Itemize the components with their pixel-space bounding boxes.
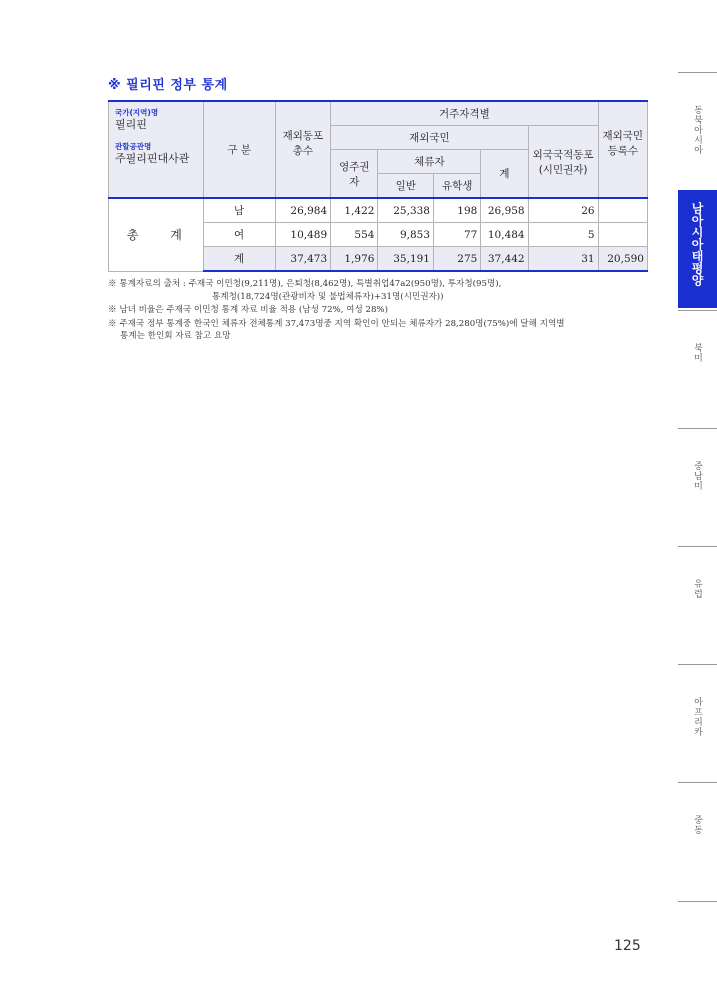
section-title: ※ 필리핀 정부 통계 — [108, 78, 228, 93]
nav-tab-label: 아프리카 — [692, 697, 702, 737]
country-cell — [109, 101, 204, 198]
cell-registered — [598, 223, 647, 247]
row-label: 남 — [203, 198, 275, 223]
nav-tab-northeast-asia[interactable] — [678, 72, 717, 191]
col-residence: 거주자격별 — [331, 101, 598, 126]
nav-tab-label: 동북아시아 — [692, 105, 702, 155]
col-nationals: 재외국민 — [331, 126, 528, 150]
nav-tab-label: 중동 — [692, 815, 702, 835]
cell-subtotal: 26,958 — [481, 198, 528, 223]
cell-students: 275 — [434, 247, 481, 272]
row-label: 여 — [203, 223, 275, 247]
nav-tab-middle-east[interactable] — [678, 782, 717, 902]
nav-tab-label: 북미 — [692, 343, 702, 363]
cell-subtotal: 37,442 — [481, 247, 528, 272]
mission-name: 주필리핀대사관 — [115, 151, 190, 165]
nav-tab-africa[interactable] — [678, 664, 717, 783]
col-registered: 재외국민 등록수 — [598, 101, 647, 198]
cell-permanent: 554 — [331, 223, 378, 247]
footnote-region-line2: 통계는 한인회 자료 참고 요망 — [120, 331, 231, 341]
footnote-source-line1: ※ 통계자료의 출처 : 주재국 이민청(9,211명), 은퇴청(8,462명), 특별취업47a2(950명), 투자청(95명), — [108, 279, 502, 289]
footnotes — [108, 278, 658, 344]
table-row — [109, 198, 648, 223]
nav-tab-latin-america[interactable] — [678, 428, 717, 547]
row-group-label: 총 계 — [109, 198, 204, 271]
cell-total: 26,984 — [275, 198, 331, 223]
col-students: 유학생 — [434, 174, 481, 199]
col-permanent: 영주권자 — [331, 150, 378, 199]
nav-tab-north-america[interactable] — [678, 310, 717, 429]
cell-general: 9,853 — [378, 223, 434, 247]
cell-registered — [598, 198, 647, 223]
col-category: 구 분 — [203, 101, 275, 198]
cell-permanent: 1,422 — [331, 198, 378, 223]
col-overseas-total: 재외동포 총수 — [275, 101, 331, 198]
nav-tab-label: 중남미 — [692, 461, 702, 491]
nav-tab-label: 남아시아태평양 — [690, 202, 704, 286]
footnote-source — [108, 278, 658, 303]
row-label: 계 — [203, 247, 275, 272]
cell-registered: 20,590 — [598, 247, 647, 272]
header-row-1 — [109, 101, 648, 126]
col-sojourners: 체류자 — [378, 150, 481, 174]
cell-citizens: 26 — [528, 198, 598, 223]
country-label: 국가(지역)명 — [115, 108, 159, 117]
cell-subtotal: 10,484 — [481, 223, 528, 247]
cell-students: 198 — [434, 198, 481, 223]
cell-citizens: 5 — [528, 223, 598, 247]
statistics-table — [108, 100, 648, 272]
footnote-source-line2: 통계청(18,724명(관광비자 및 불법체류자)+31명(시민권자)) — [212, 291, 444, 302]
nav-tab-europe[interactable] — [678, 546, 717, 665]
col-general: 일반 — [378, 174, 434, 199]
cell-students: 77 — [434, 223, 481, 247]
footnote-region-line1: ※ 주재국 정부 통계중 한국인 체류자 전체통계 37,473명중 지역 확인이 안되는 체류자가 28,280명(75%)에 달해 지역별 — [108, 318, 565, 329]
col-subtotal: 계 — [481, 150, 528, 199]
col-foreign-nationals: 외국국적동포 (시민권자) — [528, 126, 598, 199]
cell-total: 37,473 — [275, 247, 331, 272]
cell-general: 25,338 — [378, 198, 434, 223]
cell-general: 35,191 — [378, 247, 434, 272]
nav-tab-south-asia-pacific[interactable] — [678, 190, 717, 308]
footnote-region — [108, 318, 658, 343]
page-number: 125 — [614, 938, 641, 954]
footnote-ratio: ※ 남녀 비율은 주재국 이민청 통계 자료 비율 적용 (남성 72%, 여성 28%) — [108, 305, 388, 315]
country-name: 필리핀 — [115, 117, 147, 131]
mission-label: 관할공관명 — [115, 142, 152, 152]
nav-tab-label: 유럽 — [692, 579, 702, 599]
cell-total: 10,489 — [275, 223, 331, 247]
cell-citizens: 31 — [528, 247, 598, 272]
cell-permanent: 1,976 — [331, 247, 378, 272]
